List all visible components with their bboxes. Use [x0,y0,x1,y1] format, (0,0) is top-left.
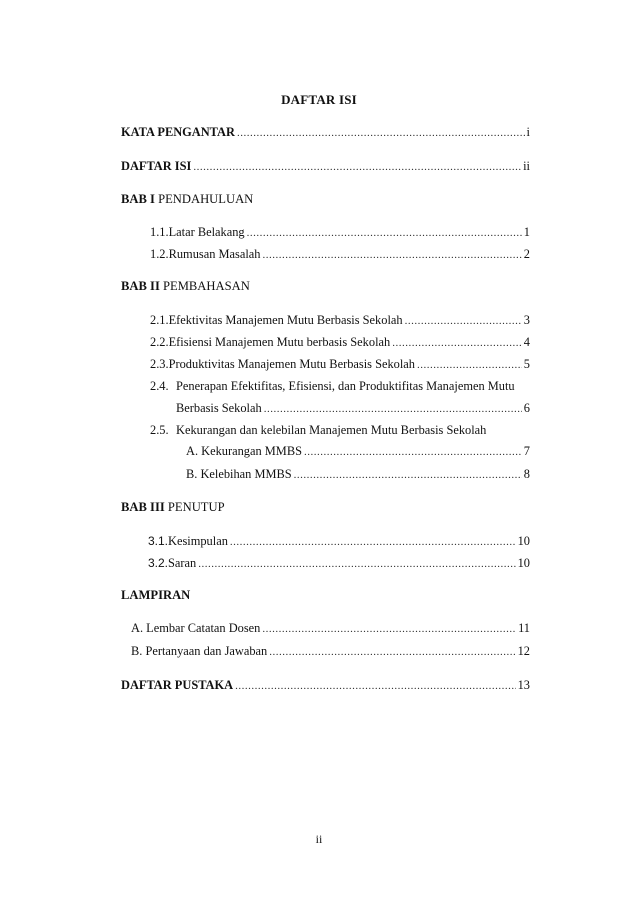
toc-number: 3.1. [148,534,169,548]
dot-leader [405,313,522,329]
toc-page-number: 10 [517,534,530,548]
toc-page-number: 8 [523,467,530,481]
toc-page-number: 13 [517,678,530,692]
toc-page-number: ii [523,159,530,173]
section-prefix: BAB III [121,500,165,514]
dot-leader [198,556,515,572]
toc-number: 1.2. [150,247,169,261]
toc-label: DAFTAR ISI [121,159,192,173]
toc-label: DAFTAR PUSTAKA [121,678,234,692]
toc-entry-2-1[interactable] [150,312,530,329]
toc-entry-2-2[interactable] [150,334,530,351]
section-heading-lampiran: LAMPIRAN [121,588,191,602]
toc-number: 3.2. [148,556,169,570]
section-prefix: BAB II [121,279,160,293]
section-prefix: BAB I [121,192,155,206]
toc-label: Kekurangan dan kelebilan Manajemen Mutu Berbasis Sekolah [176,423,487,437]
dot-leader [392,335,522,351]
toc-entry-2-3[interactable] [150,356,530,373]
toc-entry-1-1[interactable] [150,224,530,241]
toc-entry-lampiran-b[interactable] [131,643,530,660]
toc-label: A. Lembar Catatan Dosen [131,621,261,635]
dot-leader [230,534,516,550]
toc-label: Produktivitas Manajemen Mutu Berbasis Sekolah [168,357,415,371]
toc-label: B. Pertanyaan dan Jawaban [131,644,268,658]
toc-entry-2-4-continued[interactable] [176,400,530,417]
toc-page-number: 1 [523,225,530,239]
section-name: PENUTUP [167,500,225,514]
toc-page-number: 2 [523,247,530,261]
toc-label: Saran [168,556,197,570]
toc-page-number: 6 [523,401,530,415]
toc-number: 2.5. [150,423,169,437]
toc-entry-2-5-a[interactable] [186,443,530,460]
toc-page-number: 10 [517,556,530,570]
dot-leader [294,467,522,483]
toc-number: 2.4. [150,379,169,393]
toc-label: A. Kekurangan MMBS [186,444,302,458]
section-heading-bab-1 [121,192,253,207]
toc-number: 2.1. [150,313,169,327]
dot-leader [417,357,522,373]
toc-entry-3-2[interactable] [148,555,530,572]
dot-leader [247,225,522,241]
toc-label: Efisiensi Manajemen Mutu berbasis Sekolah [168,335,391,349]
section-name: PEMBAHASAN [163,279,250,293]
section-name: PENDAHULUAN [158,192,254,206]
dot-leader [262,621,516,637]
toc-label: B. Kelebihan MMBS [186,467,292,481]
toc-number: 2.2. [150,335,169,349]
toc-page-number: 3 [523,313,530,327]
toc-label: Penerapan Efektifitas, Efisiensi, dan Produktifitas Manajemen Mutu [176,379,515,393]
footer-page-number: ii [315,832,323,846]
toc-entry-lampiran-a[interactable] [131,620,530,637]
dot-leader [264,401,522,417]
toc-entry-3-1[interactable] [148,533,530,550]
dot-leader [262,247,521,263]
toc-page-number: 5 [523,357,530,371]
toc-page-number: i [526,125,530,139]
toc-entry-2-4[interactable] [150,378,530,394]
toc-label: KATA PENGANTAR [121,125,235,139]
toc-label: Latar Belakang [168,225,245,239]
toc-entry-1-2[interactable] [150,246,530,263]
toc-number: 2.3. [150,357,169,371]
toc-number: 1.1. [150,225,169,239]
dot-leader [304,444,522,460]
toc-page-number: 7 [523,444,530,458]
toc-page-number: 4 [523,335,530,349]
section-heading-bab-3 [121,500,225,515]
toc-entry-daftar-isi[interactable] [121,158,530,175]
section-heading-bab-2 [121,279,250,294]
toc-page-number: 12 [517,644,530,658]
dot-leader [237,125,525,141]
toc-label: Rumusan Masalah [168,247,261,261]
toc-label: Berbasis Sekolah [176,401,262,415]
toc-entry-daftar-pustaka[interactable] [121,677,530,694]
toc-entry-2-5[interactable] [150,422,530,438]
toc-entry-2-5-b[interactable] [186,466,530,483]
dot-leader [193,159,521,175]
toc-label: Efektivitas Manajemen Mutu Berbasis Sekolah [168,313,403,327]
page-title: DAFTAR ISI [281,92,357,107]
dot-leader [235,678,516,694]
toc-label: Kesimpulan [168,534,228,548]
toc-page-number: 11 [518,621,530,635]
toc-entry-kata-pengantar[interactable] [121,124,530,141]
dot-leader [269,644,515,660]
